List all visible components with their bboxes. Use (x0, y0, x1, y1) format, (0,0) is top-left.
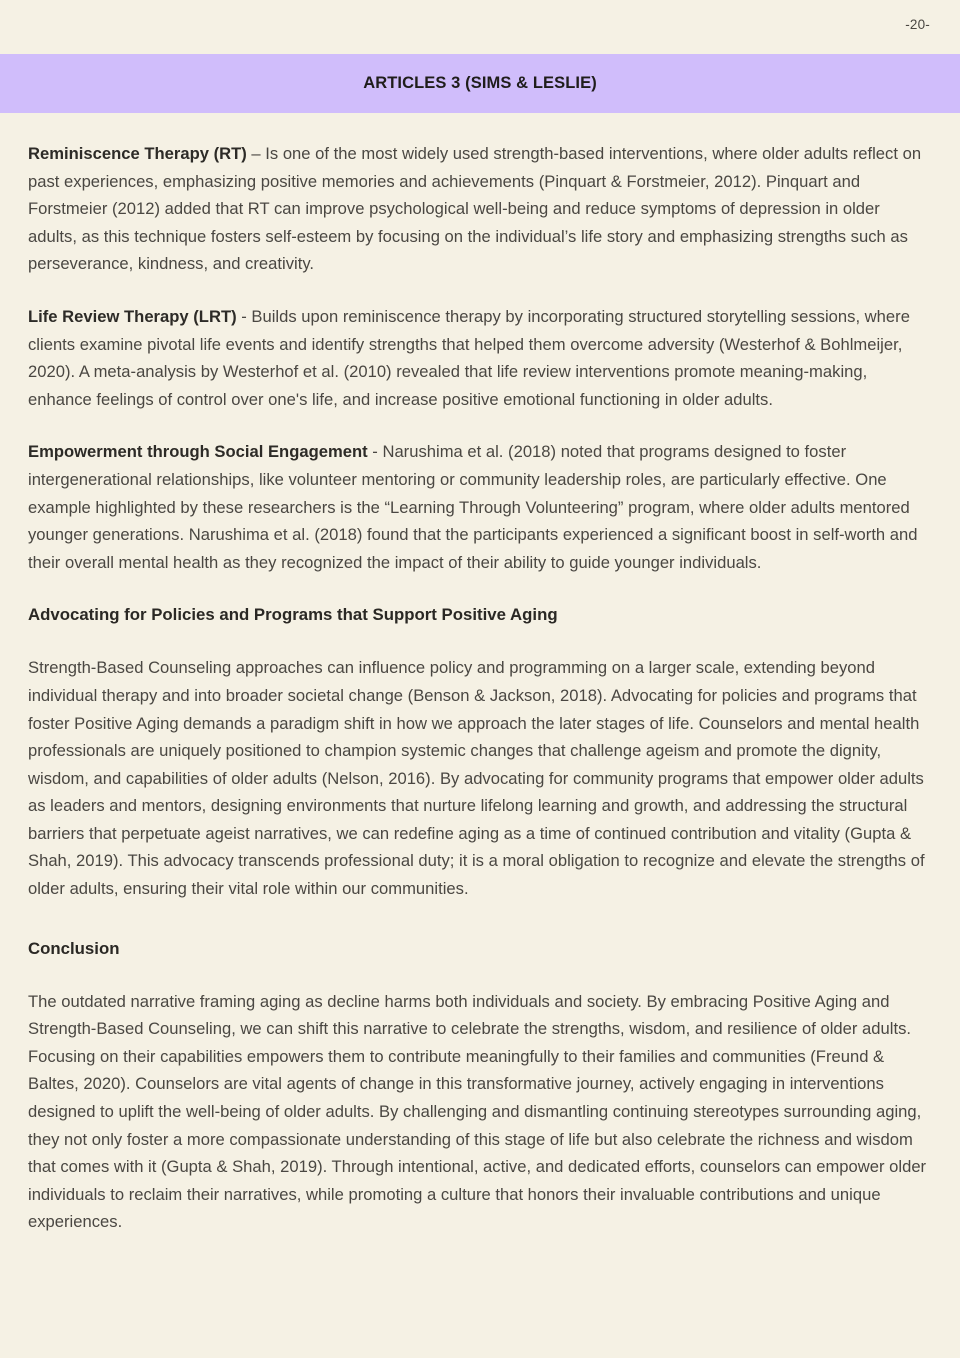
paragraph-text: - Narushima et al. (2018) noted that programs designed to foster intergenerational relationships, like volunteer mentoring or community leadership roles, are particularly effective. One example highlighted by these researchers is the “Learning Through Volunteering” program, where older adults mentored younger generations. Narushima et al. (2018) found that the participants experienced a significant boost in self-worth and their overall mental health as they recognized the impact of their ability to guide younger individuals. (28, 442, 918, 572)
term-label-empowerment-social-engagement: Empowerment through Social Engagement (28, 442, 368, 462)
term-label-reminiscence-therapy: Reminiscence Therapy (RT) (28, 144, 247, 163)
page-number: -20- (905, 17, 930, 32)
article-banner (0, 54, 960, 113)
term-label-life-review-therapy: Life Review Therapy (LRT) (28, 306, 237, 326)
paragraph-advocating-policies: Strength-Based Counseling approaches can influence policy and programming on a larger scale, extending beyond individual therapy and into broader societal change (Benson & Jackson, 2018). Advocating for policies and programs that foster Positive Aging demands a paradigm shift in how we approach the later stages of life. Counselors and mental health professionals are uniquely positioned to champion systemic changes that challenge ageism and promote the dignity, wisdom, and capabilities of older adults (Nelson, 2016). By advocating for community programs that empower older adults as leaders and mentors, designing environments that nurture lifelong learning and growth, and addressing the structural barriers that perpetuate ageist narratives, we can redefine aging as a time of continued contribution and vitality (Gupta & Shah, 2019). This advocacy transcends professional duty; it is a moral obligation to recognize and elevate the strengths of older adults, ensuring their vital role within our communities. (28, 658, 925, 899)
heading-advocating-policies: Advocating for Policies and Programs that Support Positive Aging (28, 605, 558, 625)
paragraph-empowerment-social-engagement (28, 438, 932, 576)
paragraph-conclusion: The outdated narrative framing aging as decline harms both individuals and society. By embracing Positive Aging and Strength-Based Counseling, we can shift this narrative to celebrate the strengths, wisdom, and resilience of older adults. Focusing on their capabilities empowers them to contribute meaningfully to their families and communities (Freund & Baltes, 2020). Counselors are vital agents of change in this transformative journey, actively engaging in interventions designed to uplift the well-being of older adults. By challenging and dismantling continuing stereotypes surrounding aging, they not only foster a more compassionate understanding of this stage of life but also celebrate the richness and wisdom that comes with it (Gupta & Shah, 2019). Through intentional, active, and dedicated efforts, counselors can empower older individuals to reclaim their narratives, while promoting a culture that honors their invaluable contributions and unique experiences. (28, 991, 927, 1232)
paragraph-text: – Is one of the most widely used strength-based interventions, where older adults reflect on past experiences, emphasizing positive memories and achievements (Pinquart & Forstmeier, 2012). Pinquart and Forstmeier (2012) added that RT can improve psychological well-being and reduce symptoms of depression in older adults, as this technique fosters self-esteem by focusing on the individual’s life story and emphasizing strengths such as perseverance, kindness, and creativity. (28, 144, 922, 274)
document-body (28, 140, 932, 1261)
paragraph-life-review-therapy (28, 303, 932, 413)
paragraph-reminiscence-therapy (28, 140, 932, 278)
paragraph-text: - Builds upon reminiscence therapy by incorporating structured storytelling sessions, where clients examine pivotal life events and identify strengths that helped them overcome adversity (Westerhof & Bohlmeijer, 2020). A meta-analysis by Westerhof et al. (2010) revealed that life review interventions promote meaning-making, enhance feelings of control over one's life, and increase positive emotional functioning in older adults. (28, 306, 910, 409)
banner-title: ARTICLES 3 (SIMS & LESLIE) (363, 74, 597, 92)
heading-conclusion: Conclusion (28, 938, 120, 958)
